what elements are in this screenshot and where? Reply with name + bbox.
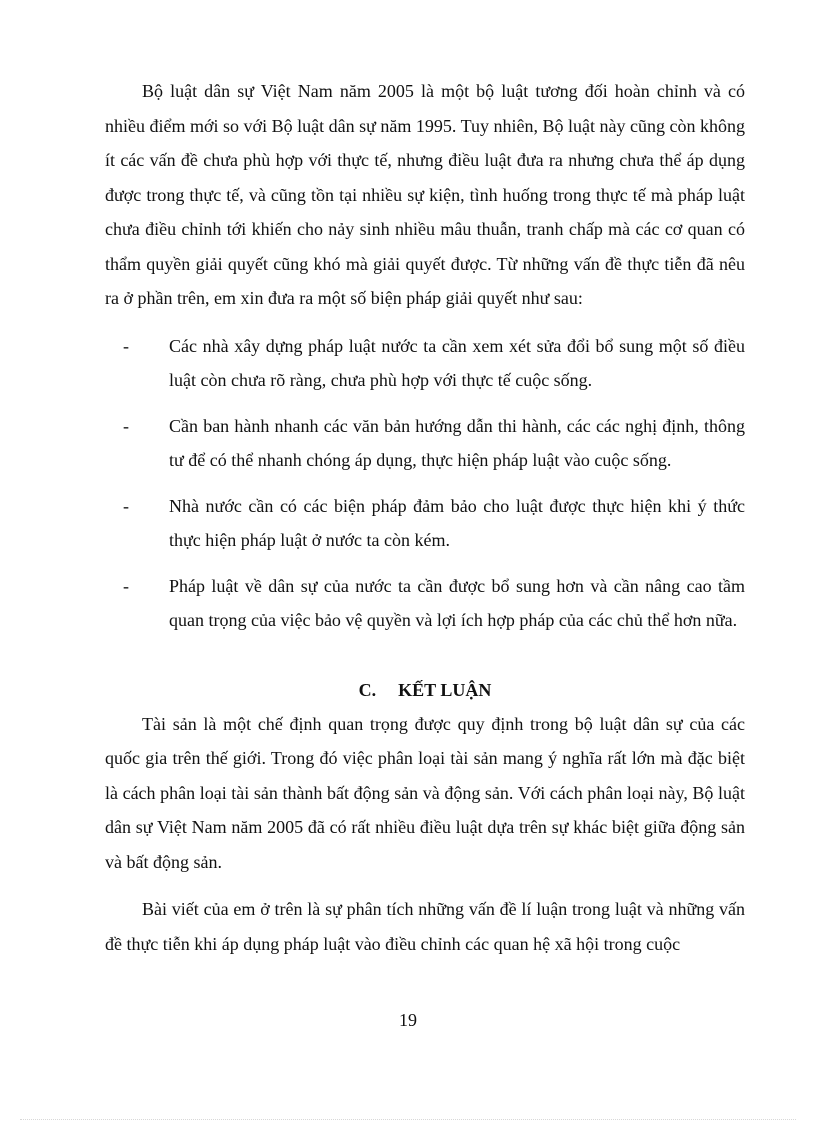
list-item: [105, 489, 745, 558]
section-heading-letter: C.: [358, 679, 377, 700]
conclusion-paragraph: Bài viết của em ở trên là sự phân tích những vấn đề lí luận trong luật và những vấn đề thực tiễn khi áp dụng pháp luật vào điều chỉnh các quan hệ xã hội trong cuộc: [105, 899, 745, 954]
list-item-text: Pháp luật về dân sự của nước ta cần được bổ sung hơn và cần nâng cao tầm quan trọng của việc bảo vệ quyền và lợi ích hợp pháp của các chủ thể hơn nữa.: [169, 575, 745, 630]
bullet-dash: -: [123, 415, 129, 436]
section-heading-title: KẾT LUẬN: [398, 679, 492, 700]
page-content: [105, 74, 745, 961]
bullet-dash: -: [123, 335, 129, 356]
list-item: [105, 329, 745, 398]
section-heading: [105, 673, 745, 707]
list-item-text: Các nhà xây dựng pháp luật nước ta cần xem xét sửa đổi bổ sung một số điều luật còn chưa rõ ràng, chưa phù hợp với thực tế cuộc sống.: [169, 335, 745, 390]
intro-paragraph: Bộ luật dân sự Việt Nam năm 2005 là một bộ luật tương đối hoàn chỉnh và có nhiều điểm mới so với Bộ luật dân sự năm 1995. Tuy nhiên, Bộ luật này cũng còn không ít các vấn đề chưa phù hợp với thực tế, nhưng điều luật đưa ra nhưng chưa thể áp dụng được trong thực tế, và cũng tồn tại nhiều sự kiện, tình huống trong thực tế mà pháp luật chưa điều chỉnh tới khiến cho nảy sinh nhiều mâu thuẫn, tranh chấp mà các cơ quan có thẩm quyền giải quyết cũng khó mà giải quyết được. Từ những vấn đề thực tiễn đã nêu ra ở phần trên, em xin đưa ra một số biện pháp giải quyết như sau:: [105, 81, 745, 308]
solution-bullet-list: [105, 329, 745, 638]
page-number: 19: [399, 1010, 417, 1030]
conclusion-paragraph: Tài sản là một chế định quan trọng được quy định trong bộ luật dân sự của các quốc gia trên thế giới. Trong đó việc phân loại tài sản mang ý nghĩa rất lớn mà đặc biệt là cách phân loại tài sản thành bất động sản và động sản. Với cách phân loại này, Bộ luật dân sự Việt Nam năm 2005 đã có rất nhiều điều luật dựa trên sự khác biệt giữa động sản và bất động sản.: [105, 713, 745, 872]
bullet-dash: -: [123, 575, 129, 596]
list-item-text: Nhà nước cần có các biện pháp đảm bảo cho luật được thực hiện khi ý thức thực hiện pháp luật ở nước ta còn kém.: [169, 495, 745, 550]
list-item-text: Cần ban hành nhanh các văn bản hướng dẫn thi hành, các các nghị định, thông tư để có thể nhanh chóng áp dụng, thực hiện pháp luật vào cuộc sống.: [169, 415, 745, 470]
bullet-dash: -: [123, 495, 129, 516]
page-bottom-rule: [20, 1119, 796, 1120]
list-item: [105, 409, 745, 478]
list-item: [105, 569, 745, 638]
